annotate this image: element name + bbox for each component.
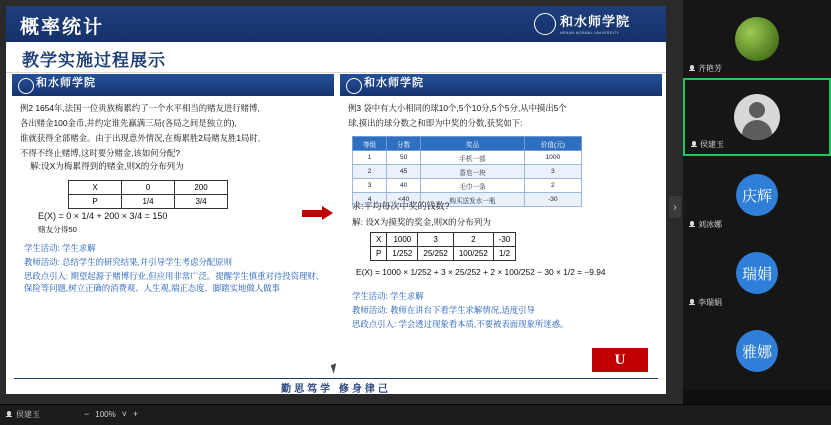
right-table-p3: 1/2 [493, 247, 516, 261]
current-user-name: 侯建玉 [16, 410, 40, 419]
participant-tile-active[interactable] [683, 78, 831, 156]
slide-body [6, 74, 666, 376]
right-para-1: 例3 袋中有大小相同的球10个,5个10分,5个5分,从中摸出5个 [348, 103, 567, 113]
avatar [736, 174, 778, 216]
right-table-x1: 3 [418, 233, 453, 247]
prize-cell: 1 [353, 151, 387, 165]
participant-name: 李瑞娟 [698, 298, 722, 307]
footer-divider [14, 378, 658, 379]
zoom-controls[interactable] [84, 409, 138, 419]
right-solution-label: 解: 设X为摸奖的奖金,则X的分布列为 [352, 217, 491, 227]
avatar-initials: 瑞娟 [741, 265, 772, 283]
left-teacher-activity-text: 总结学生的研究结果,并引导学生考虑分配原则 [62, 257, 232, 267]
prize-table [352, 136, 582, 207]
left-table-p1: 3/4 [175, 195, 228, 209]
left-para-4: 不得不终止赌博,这时要分赌金,该如何分配? [20, 148, 181, 158]
participant-name-row [689, 297, 722, 308]
chevron-right-icon: › [673, 201, 677, 213]
prize-cell: 4 [353, 193, 387, 207]
right-ideology-row [352, 318, 652, 330]
right-table-p1: 25/252 [418, 247, 453, 261]
left-student-activity-row [24, 242, 326, 254]
school-emblem-icon [534, 13, 556, 35]
participant-name: 刘冰娜 [698, 220, 722, 229]
avatar [735, 17, 779, 61]
table-header-row [353, 137, 582, 151]
school-logo [534, 10, 658, 38]
left-table-x0: 0 [122, 181, 175, 195]
school-logo-text: 和水师学院 [560, 14, 631, 29]
left-note: 赌友分得50 [38, 225, 77, 234]
left-ideology-text: 期望起源于赌博行业,但应用非常广泛。提醒学生慎重对待投资理财、保险等问题,树立正确的消费观、人生观,端正态度、脚踏实地做人做事 [24, 271, 325, 293]
participant-tile[interactable] [683, 312, 831, 390]
left-problem-text [20, 102, 326, 162]
left-teacher-activity-row [24, 256, 326, 268]
right-teacher-activity-label: 教师活动: [352, 305, 388, 315]
table-row [371, 233, 516, 247]
prize-cell: 45 [387, 165, 421, 179]
left-ideology-label: 思政点引入: [24, 271, 69, 281]
prize-cell: 2 [524, 179, 581, 193]
avatar [736, 252, 778, 294]
zoom-dropdown-icon[interactable]: ˅ [121, 409, 127, 419]
left-table-label-p: P [69, 195, 122, 209]
prize-cell: 3 [524, 165, 581, 179]
left-header-logo-text: 和水师学院 [36, 77, 96, 89]
right-table-x0: 1000 [387, 233, 418, 247]
right-student-activity-row [352, 290, 652, 302]
left-distribution-table [68, 180, 228, 209]
prize-header-prize: 奖品 [421, 137, 525, 151]
u-logo [592, 348, 648, 372]
prize-cell: 1000 [524, 151, 581, 165]
right-problem-text [348, 102, 654, 132]
slide-subtitle: 教学实施过程展示 [22, 51, 166, 70]
school-emblem-icon [18, 78, 34, 94]
table-row [353, 165, 582, 179]
slide-title-bar [6, 6, 666, 42]
prize-cell: <40 [387, 193, 421, 207]
right-table-x2: 2 [453, 233, 493, 247]
slide-title: 概率统计 [20, 17, 105, 38]
right-table-label-x: X [371, 233, 387, 247]
right-teacher-activity-row [352, 304, 652, 316]
left-ideology-row [24, 270, 326, 294]
bottom-status-bar[interactable] [0, 404, 831, 425]
left-column-header [12, 74, 334, 96]
right-student-activity-text: 学生求解 [390, 291, 424, 301]
slide-subtitle-row [6, 42, 666, 73]
slide-footer-motto: 勤思笃学 修身律己 [281, 384, 391, 395]
right-table-p0: 1/252 [387, 247, 418, 261]
left-para-2: 各出赌金100金币,并约定谁先赢满三局(各局之间是独立的), [20, 118, 237, 128]
zoom-minus-button[interactable]: − [84, 409, 90, 419]
participant-name: 齐艳芳 [698, 64, 722, 73]
zoom-level-label: 100% [95, 409, 116, 419]
microphone-icon[interactable] [6, 411, 12, 419]
table-row [69, 181, 228, 195]
right-question: 求:平均每次中奖的钱数? [352, 201, 450, 211]
right-teacher-activity-text: 教师在讲台下看学生求解情况,适度引导 [390, 305, 535, 315]
table-row [69, 195, 228, 209]
participant-tile[interactable] [683, 234, 831, 312]
participant-tile[interactable] [683, 156, 831, 234]
microphone-icon [691, 141, 697, 149]
right-distribution-table [370, 232, 516, 261]
right-ideology-label: 思政点引入: [352, 319, 397, 329]
left-table-x1: 200 [175, 181, 228, 195]
avatar [736, 330, 778, 372]
slide-left-column [12, 74, 334, 376]
prize-cell: 50 [387, 151, 421, 165]
right-table-p2: 100/252 [453, 247, 493, 261]
participant-name: 侯建玉 [700, 140, 724, 149]
left-table-p0: 1/4 [122, 195, 175, 209]
left-table-label-x: X [69, 181, 122, 195]
left-para-1: 例2 1654年,法国一位贵族梅累约了一个水平相当的赌友进行赌博, [20, 103, 260, 113]
prize-cell: 3 [353, 179, 387, 193]
right-teaching-notes [352, 290, 652, 330]
participant-name-row [691, 139, 724, 150]
right-table-x3: -30 [493, 233, 516, 247]
participant-name-row [689, 63, 722, 74]
prize-cell: 香皂一块 [421, 165, 525, 179]
microphone-icon [689, 65, 695, 73]
right-expectation-formula: E(X) = 1000 × 1/252 + 3 × 25/252 + 2 × 100/252 − 30 × 1/2 = −9.94 [356, 267, 606, 277]
avatar [734, 94, 780, 140]
prize-cell: 40 [387, 179, 421, 193]
slide-right-column [340, 74, 662, 376]
prize-header-value: 价值(元) [524, 137, 581, 151]
prize-cell: 毛巾一条 [421, 179, 525, 193]
prize-cell: 购买送发水一瓶 [421, 193, 525, 207]
prize-cell: 手机一部 [421, 151, 525, 165]
left-student-activity-text: 学生求解 [62, 243, 96, 253]
right-ideology-text: 学会透过现象看本质,不要被表面现象所迷惑。 [398, 319, 569, 329]
left-expectation-formula: E(X) = 0 × 1/4 + 200 × 3/4 = 150 [38, 211, 168, 221]
prize-cell: -30 [524, 193, 581, 207]
avatar-initials: 庆辉 [741, 187, 772, 205]
participant-strip[interactable] [683, 0, 831, 404]
zoom-plus-button[interactable]: + [133, 409, 139, 419]
microphone-icon [689, 299, 695, 307]
school-emblem-icon [346, 78, 362, 94]
table-row [353, 151, 582, 165]
right-table-label-p: P [371, 247, 387, 261]
prize-cell: 2 [353, 165, 387, 179]
left-teaching-notes [24, 242, 326, 294]
right-header-logo-text: 和水师学院 [364, 77, 424, 89]
collapse-panel-button[interactable] [669, 196, 681, 218]
left-solution-label: 解:设X为梅累得到的赌金,则X的分布列为 [30, 161, 184, 171]
presentation-slide [6, 6, 666, 394]
school-logo-subtext: HENAN NORMAL UNIVERSITY [560, 31, 620, 35]
right-para-2: 球,摸出的球分数之和即为中奖的分数,获奖如下: [348, 118, 523, 128]
prize-header-level: 等级 [353, 137, 387, 151]
left-teacher-activity-label: 教师活动: [24, 257, 60, 267]
prize-header-score: 分数 [387, 137, 421, 151]
left-para-3: 谁就获得全部赌金。由于出现意外情况,在梅累胜2局赌友胜1局时, [20, 133, 261, 143]
current-user-status [6, 409, 40, 420]
microphone-icon [689, 221, 695, 229]
table-row [371, 247, 516, 261]
u-logo-text: U [614, 351, 626, 368]
avatar-initials: 雅娜 [741, 343, 772, 361]
participant-tile[interactable] [683, 0, 831, 78]
table-row [353, 179, 582, 193]
right-student-activity-label: 学生活动: [352, 291, 388, 301]
left-student-activity-label: 学生活动: [24, 243, 60, 253]
participant-name-row [689, 219, 722, 230]
right-column-header [340, 74, 662, 96]
